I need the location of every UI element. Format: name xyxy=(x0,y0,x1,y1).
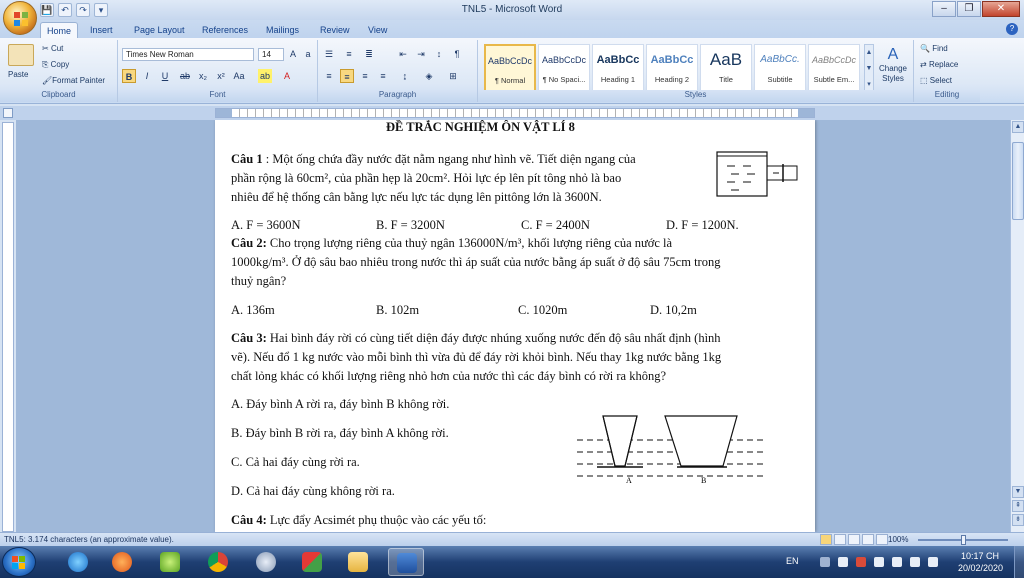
select-button[interactable]: ⬚ Select xyxy=(920,76,953,85)
q3-line-3: chất lỏng khác có khối lượng riêng nhỏ hơn của nước thì các đáy bình có rời ra không? xyxy=(231,369,667,383)
tool-taskbar-button[interactable] xyxy=(248,548,284,576)
format-painter-button[interactable]: 🖌Format Painter xyxy=(42,76,106,85)
brush-icon: 🖌 xyxy=(42,76,53,85)
styles-scroll[interactable]: ▲ ▼ ▾ xyxy=(864,44,874,92)
q2-line-2: 1000kg/m³. Ở độ sâu bao nhiêu trong nước thì áp suất của nước bằng áp suất ở độ sâu 75cm trong xyxy=(231,255,721,269)
document-workspace xyxy=(16,120,1010,532)
paragraph-group xyxy=(318,40,478,102)
q2-option-c: C. 1020m xyxy=(518,303,568,317)
q1-option-d: D. F = 1200N. xyxy=(666,218,739,232)
ruler-area xyxy=(0,106,1024,120)
tab-selector[interactable] xyxy=(3,108,13,118)
clock-date: 20/02/2020 xyxy=(958,563,1004,573)
shading-icon[interactable]: ◈ xyxy=(425,71,433,81)
clock-time: 10:17 CH xyxy=(960,551,1000,561)
ribbon-tabs xyxy=(0,20,1024,38)
tab-view[interactable]: View xyxy=(368,25,388,35)
select-icon: ⬚ xyxy=(920,76,930,85)
right-margin xyxy=(798,109,814,117)
q3-line-1: Câu 3: Hai bình đáy rời có cùng tiết diện đáy được nhúng xuống nước đến độ sâu nhất định (hình xyxy=(231,331,721,345)
vertical-scrollbar[interactable] xyxy=(1010,120,1024,532)
tray-network-icon[interactable] xyxy=(874,557,884,567)
print-layout-icon[interactable] xyxy=(820,534,832,545)
style-subtle-emphasis[interactable]: AaBbCcDc Subtle Em... xyxy=(808,44,860,92)
bold-button[interactable]: B xyxy=(122,69,136,83)
borders-icon[interactable]: ⊞ xyxy=(449,71,457,81)
app-taskbar-button-red[interactable] xyxy=(294,548,330,576)
save-icon[interactable]: 💾 xyxy=(41,5,53,15)
sort-icon[interactable]: ↕ xyxy=(436,49,442,59)
bullets-icon[interactable]: ☰ xyxy=(324,49,334,59)
replace-icon: ⇄ xyxy=(920,60,929,69)
style-normal[interactable]: AaBbCcDc ¶ Normal xyxy=(484,44,536,92)
containers-figure xyxy=(577,410,767,490)
folder-icon xyxy=(348,552,368,572)
restore-button[interactable]: ❐ xyxy=(957,1,981,17)
style-subtitle[interactable]: AaBbCc. Subtitle xyxy=(754,44,806,92)
q2-option-a: A. 136m xyxy=(231,303,275,317)
redo-icon[interactable]: ↷ xyxy=(76,3,90,17)
tube-figure xyxy=(713,150,805,200)
vertical-ruler[interactable] xyxy=(2,122,14,532)
q1-line-3: nhiêu để hệ thống cân bằng lực nếu lực tác dụng lên pittông lớn là 3600N. xyxy=(231,190,602,204)
tab-insert[interactable]: Insert xyxy=(90,25,113,35)
tab-home[interactable]: Home xyxy=(40,22,78,38)
title-bar xyxy=(0,0,1024,20)
find-button[interactable]: 🔍 Find xyxy=(920,44,948,53)
paste-button[interactable]: Paste xyxy=(8,70,29,79)
figure-label-a: A xyxy=(626,476,632,485)
scroll-thumb[interactable] xyxy=(1012,142,1024,220)
underline-button[interactable]: U xyxy=(161,71,169,81)
internet-explorer-icon xyxy=(68,552,88,572)
subscript-button[interactable]: x₂ xyxy=(199,71,207,81)
line-spacing-icon[interactable]: ↨ xyxy=(402,71,408,81)
tray-app-icon[interactable] xyxy=(838,557,848,567)
red-app-icon xyxy=(302,552,322,572)
undo-icon[interactable]: ↶ xyxy=(58,3,72,17)
chrome-icon xyxy=(208,552,228,572)
word-taskbar-button[interactable] xyxy=(388,548,424,576)
q3-option-a: A. Đáy bình A rời ra, đáy bình B không rời. xyxy=(231,397,450,411)
explorer-taskbar-button[interactable] xyxy=(340,548,376,576)
change-case-button[interactable]: Aa xyxy=(233,71,245,81)
office-logo-icon xyxy=(13,11,29,27)
scroll-up-icon[interactable]: ▲ xyxy=(1012,121,1024,133)
zoom-level[interactable]: 100% xyxy=(888,535,909,544)
document-page[interactable] xyxy=(215,120,815,532)
q4-line-1: Câu 4: Lực đẩy Acsimét phụ thuộc vào các yếu tố: xyxy=(231,513,487,527)
increase-indent-icon[interactable]: ⇥ xyxy=(417,49,425,59)
align-right-icon[interactable]: ≡ xyxy=(362,71,368,81)
show-desktop-button[interactable] xyxy=(1014,546,1024,578)
font-size-select[interactable]: 14 xyxy=(258,48,284,61)
minimize-button[interactable]: – xyxy=(932,1,956,17)
help-icon[interactable]: ? xyxy=(1006,23,1018,35)
language-indicator[interactable]: EN xyxy=(786,556,799,566)
font-name-select[interactable]: Times New Roman xyxy=(122,48,254,61)
tray-volume-icon[interactable] xyxy=(928,557,938,567)
scroll-down-icon[interactable]: ▼ xyxy=(1012,486,1024,498)
align-center-icon[interactable]: ≡ xyxy=(340,69,354,83)
italic-button[interactable]: I xyxy=(145,71,149,81)
status-bar xyxy=(0,532,1024,546)
q1-option-b: B. F = 3200N xyxy=(376,218,445,232)
zoom-slider-knob[interactable] xyxy=(961,535,966,545)
align-left-icon[interactable]: ≡ xyxy=(326,71,332,81)
ruler-ticks xyxy=(232,109,798,117)
clock[interactable] xyxy=(958,550,1002,574)
paragraph-label: Paragraph xyxy=(318,90,477,102)
change-styles-button[interactable]: A Change Styles xyxy=(876,46,910,84)
ribbon xyxy=(0,38,1024,104)
view-buttons xyxy=(820,534,888,545)
font-color-icon[interactable]: A xyxy=(283,71,290,81)
media-player-taskbar-button[interactable] xyxy=(104,548,140,576)
web-layout-icon[interactable] xyxy=(848,534,860,545)
styles-group xyxy=(478,40,914,102)
editing-group xyxy=(914,40,980,102)
cut-button[interactable]: ✂ Cut xyxy=(42,44,64,53)
next-page-icon[interactable]: ⇟ xyxy=(1012,514,1024,526)
font-group xyxy=(118,40,318,102)
figure-label-b: B xyxy=(701,476,707,485)
strikethrough-button[interactable]: ab xyxy=(179,71,190,81)
green-app-icon xyxy=(160,552,180,572)
tray-show-hidden-icon[interactable] xyxy=(820,557,830,567)
full-screen-reading-icon[interactable] xyxy=(834,534,846,545)
superscript-button[interactable]: x² xyxy=(217,71,225,81)
font-label: Font xyxy=(118,90,317,102)
paste-icon[interactable] xyxy=(8,44,34,66)
change-styles-icon: A xyxy=(887,46,899,63)
q2-option-d: D. 10,2m xyxy=(650,303,697,317)
q1-option-c: C. F = 2400N xyxy=(521,218,590,232)
decrease-indent-icon[interactable]: ⇤ xyxy=(399,49,407,59)
scissors-icon: ✂ xyxy=(42,44,51,53)
show-formatting-icon[interactable]: ¶ xyxy=(454,49,460,59)
office-button[interactable] xyxy=(3,1,37,35)
q1-line-1: Câu 1 : Một ống chứa đầy nước đặt nằm ngang như hình vẽ. Tiết diện ngang của xyxy=(231,152,636,166)
style-no-spacing[interactable]: AaBbCcDc ¶ No Spaci... xyxy=(538,44,590,92)
windows-icon xyxy=(12,556,26,570)
q2-option-b: B. 102m xyxy=(376,303,420,317)
status-text: TNL5: 3.174 characters (an approximate value). xyxy=(4,535,174,544)
style-title[interactable]: AaB Title xyxy=(700,44,752,92)
multilevel-list-icon[interactable]: ≣ xyxy=(365,49,373,59)
left-margin xyxy=(216,109,232,117)
replace-button[interactable]: ⇄ Replace xyxy=(920,60,959,69)
clipboard-group xyxy=(0,40,118,102)
q3-line-2: vẽ). Nếu đổ 1 kg nước vào mỗi bình thì vừa đủ để đáy rời khỏi bình. Nếu thay 1kg nước bằng 1kg xyxy=(231,350,722,364)
customize-qat-icon[interactable]: ▾ xyxy=(94,3,108,17)
word-icon xyxy=(397,553,417,573)
ie-taskbar-button[interactable] xyxy=(60,548,96,576)
window-title: TNL5 - Microsoft Word xyxy=(461,4,563,15)
media-player-icon xyxy=(112,552,132,572)
shrink-font-icon[interactable]: a xyxy=(305,49,311,59)
tab-review[interactable]: Review xyxy=(320,25,350,35)
q3-option-d: D. Cả hai đáy cùng không rời ra. xyxy=(231,484,395,498)
editing-label: Editing xyxy=(914,90,980,102)
app-taskbar-button-green[interactable] xyxy=(152,548,188,576)
numbering-icon[interactable]: ≡ xyxy=(346,49,352,59)
taskbar xyxy=(0,546,1024,578)
q1-line-2: phần rộng là 60cm², của phần hẹp là 20cm². Hỏi lực ép lên pít tông nhỏ là bao xyxy=(231,171,622,185)
tray-battery-icon[interactable] xyxy=(910,557,920,567)
tab-page-layout[interactable]: Page Layout xyxy=(134,25,185,35)
prev-page-icon[interactable]: ⇞ xyxy=(1012,500,1024,512)
copy-button[interactable]: ⎘ Copy xyxy=(42,60,70,69)
justify-icon[interactable]: ≡ xyxy=(380,71,386,81)
q1-option-a: A. F = 3600N xyxy=(231,218,301,232)
highlight-icon[interactable]: ab xyxy=(259,71,270,81)
chrome-taskbar-button[interactable] xyxy=(200,548,236,576)
q2-line-1: Câu 2: Cho trọng lượng riêng của thuỷ ngân 136000N/m³, khối lượng riêng của nước là xyxy=(231,236,673,250)
tray-antivirus-icon[interactable] xyxy=(856,557,866,567)
draft-icon[interactable] xyxy=(876,534,888,545)
style-heading-1[interactable]: AaBbCc Heading 1 xyxy=(592,44,644,92)
grow-font-icon[interactable]: A xyxy=(289,49,296,59)
horizontal-ruler[interactable] xyxy=(215,108,815,118)
styles-label: Styles xyxy=(478,90,913,102)
outline-icon[interactable] xyxy=(862,534,874,545)
system-tray xyxy=(780,546,1024,578)
close-button[interactable]: ✕ xyxy=(982,1,1020,17)
q3-option-b: B. Đáy bình B rời ra, đáy bình A không rời. xyxy=(231,426,449,440)
start-button[interactable] xyxy=(2,547,36,577)
binoculars-icon: 🔍 xyxy=(920,44,933,53)
q3-option-c: C. Cả hai đáy cùng rời ra. xyxy=(231,455,360,469)
style-heading-2[interactable]: AaBbCc Heading 2 xyxy=(646,44,698,92)
tray-flag-icon[interactable] xyxy=(892,557,902,567)
tab-mailings[interactable]: Mailings xyxy=(266,25,300,35)
document-title: ĐỀ TRẮC NGHIỆM ÔN VẬT LÍ 8 xyxy=(386,120,575,134)
q2-line-3: thuỷ ngân? xyxy=(231,274,287,288)
tool-icon xyxy=(256,552,276,572)
clipboard-label: Clipboard xyxy=(0,90,117,102)
copy-icon: ⎘ xyxy=(42,60,51,69)
tab-references[interactable]: References xyxy=(202,25,249,35)
